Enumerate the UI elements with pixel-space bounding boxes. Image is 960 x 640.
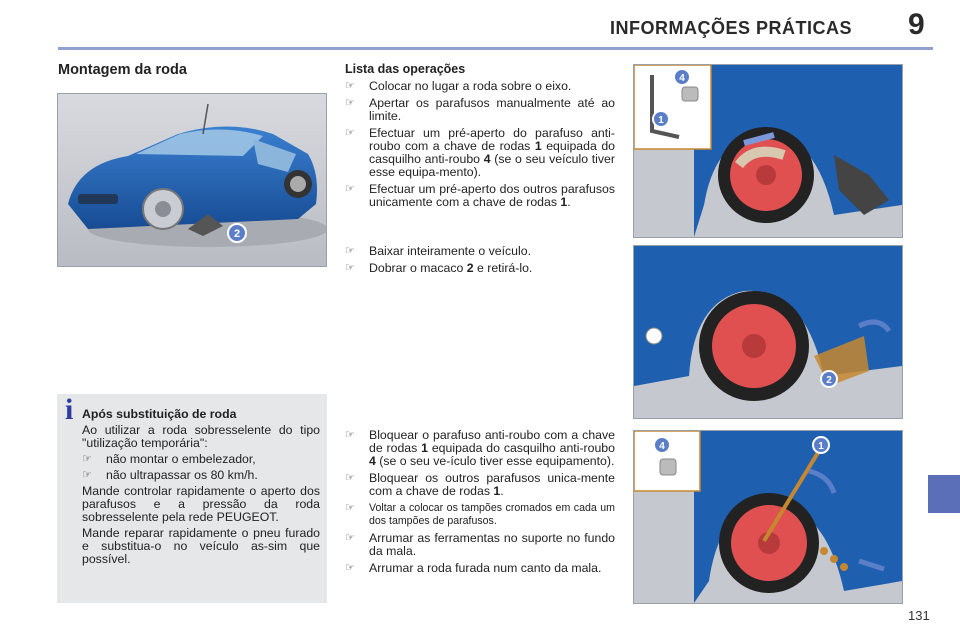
list-item: ☞ Colocar no lugar a roda sobre o eixo. <box>345 79 572 93</box>
figure-lower-vehicle <box>633 245 903 419</box>
label-socket-3: 4 <box>659 441 665 452</box>
list-item: ☞ Bloquear os outros parafusos unica-mente com a chave de rodas 1. <box>345 471 615 498</box>
header-rule <box>58 47 933 50</box>
label-jack-2: 2 <box>826 375 832 386</box>
list-item: ☞ Efectuar um pré-aperto dos outros parafusos unicamente com a chave de rodas 1. <box>345 182 615 209</box>
operations-heading: Lista das operações <box>345 62 466 76</box>
list-item: ☞ Bloquear o parafuso anti-roubo com a chave de rodas 1 equipada do casquilho anti-roubo 4 (se o seu ve-ículo tiver esse equipamento). <box>345 428 615 468</box>
car-illustration <box>57 93 327 267</box>
section-title: Montagem da roda <box>58 62 187 78</box>
list-item: ☞ Dobrar o macaco 2 e retirá-lo. <box>345 261 533 275</box>
info-body <box>82 424 320 569</box>
chapter-title: INFORMAÇÕES PRÁTICAS <box>610 18 853 38</box>
operations-list <box>345 63 615 213</box>
chapter-side-tab <box>928 475 960 513</box>
list-item: ☞ não montar o embelezador, <box>82 452 256 466</box>
operations-list-2 <box>345 245 615 279</box>
list-item: ☞ não ultrapassar os 80 km/h. <box>82 468 258 482</box>
list-item: ☞ Apertar os parafusos manualmente até ao limite. <box>345 96 615 123</box>
list-item: ☞ Arrumar as ferramentas no suporte no fundo da mala. <box>345 531 615 558</box>
list-item: ☞ Efectuar um pré-aperto do parafuso anti-roubo com a chave de rodas 1 equipada do casquilho anti-roubo 4 (se o seu veículo tiver esse equipa-mento). <box>345 126 615 179</box>
label-wrench: 1 <box>658 115 664 126</box>
info-intro: Ao utilizar a roda sobresselente do tipo "utilização temporária": <box>82 423 320 450</box>
list-item: ☞ Voltar a colocar os tampões cromados em cada um dos tampões de parafusos. <box>345 502 615 527</box>
chapter-number: 9 <box>908 8 925 41</box>
info-paragraph: Mande reparar rapidamente o pneu furado e substitua-o no veículo as-sim que possível. <box>82 526 320 566</box>
info-paragraph: Mande controlar rapidamente o aperto dos parafusos e a pressão da roda sobresselente pela rede PEUGEOT. <box>82 484 320 524</box>
label-socket: 4 <box>679 73 685 84</box>
info-title: Após substituição de roda <box>82 407 237 421</box>
info-icon: i <box>65 393 74 426</box>
figure-pretighten <box>633 64 903 238</box>
list-item: ☞ Arrumar a roda furada num canto da mala. <box>345 561 602 575</box>
figure-lock-bolts <box>633 430 903 604</box>
info-box <box>57 394 327 603</box>
label-wrench-3: 1 <box>818 441 824 452</box>
page-number: 131 <box>908 608 930 623</box>
label-jack: 2 <box>233 228 241 240</box>
list-item: ☞ Baixar inteiramente o veículo. <box>345 244 531 258</box>
operations-list-3 <box>345 429 615 579</box>
